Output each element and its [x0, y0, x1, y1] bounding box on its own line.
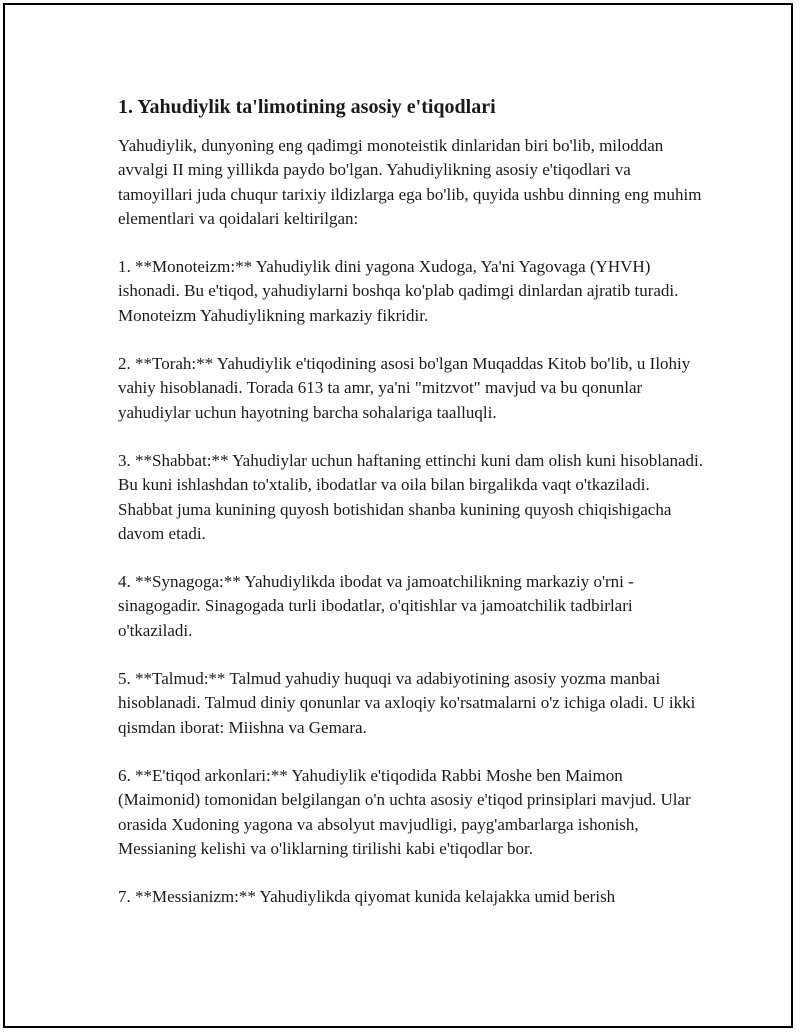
item-monoteizm: 1. **Monoteizm:** Yahudiylik dini yagona Xudoga, Ya'ni Yagovaga (YHVH) ishonadi. Bu e'tiqod, yahudiylarni boshqa ko'plab qadimgi dinlardan ajratib turadi. Monoteizm Yahudiylikning markaziy fikridir.: [118, 257, 679, 325]
item-messianizm: 7. **Messianizm:** Yahudiylikda qiyomat kunida kelajakka umid berish: [118, 887, 616, 907]
item-talmud: 5. **Talmud:** Talmud yahudiy huquqi va adabiyotining asosiy yozma manbai hisoblanadi. Talmud diniy qonunlar va axloqiy ko'rsatmalarni o'z ichiga oladi. U ikki qismdan iborat: Miishna va Gemara.: [118, 669, 696, 737]
section-heading: 1. Yahudiylik ta'limotining asosiy e'tiqodlari: [118, 96, 496, 118]
intro-paragraph: Yahudiylik, dunyoning eng qadimgi monoteistik dinlaridan biri bo'lib, miloddan avvalgi II ming yillikda paydo bo'lgan. Yahudiylikning asosiy e'tiqodlari va tamoyillari juda chuqur tarixiy ildizlarga ega bo'lib, quyida ushbu dinning eng muhim elementlari va qoidalari keltirilgan:: [118, 136, 702, 228]
item-shabbat: 3. **Shabbat:** Yahudiylar uchun haftaning ettinchi kuni dam olish kuni hisoblanadi. Bu kuni ishlashdan to'xtalib, ibodatlar va oila bilan birgalikda vaqt o'tkaziladi. Shabbat juma kunining quyosh botishidan shanba kunining quyosh chiqishigacha davom etadi.: [118, 450, 704, 543]
item-synagoga: 4. **Synagoga:** Yahudiylikda ibodat va jamoatchilikning markaziy o'rni - sinagogadir. Sinagogada turli ibodatlar, o'qitishlar va jamoatchilik tadbirlari o'tkaziladi.: [118, 572, 634, 640]
item-torah: 2. **Torah:** Yahudiylik e'tiqodining asosi bo'lgan Muqaddas Kitob bo'lib, u Ilohiy vahiy hisoblanadi. Torada 613 ta amr, ya'ni "mitzvot" mavjud va bu qonunlar yahudiylar uchun hayotning barcha sohalariga taalluqli.: [118, 354, 691, 422]
document-body: [118, 92, 708, 933]
item-etiqod-arkonlari: 6. **E'tiqod arkonlari:** Yahudiylik e'tiqodida Rabbi Moshe ben Maimon (Maimonid) tomonidan belgilangan o'n uchta asosiy e'tiqod prinsiplari mavjud. Ular orasida Xudoning yagona va absolyut mavjudligi, payg'ambarlarga ishonish, Messianing kelishi va o'liklarning tirilishi kabi e'tiqodlar bor.: [118, 765, 691, 858]
